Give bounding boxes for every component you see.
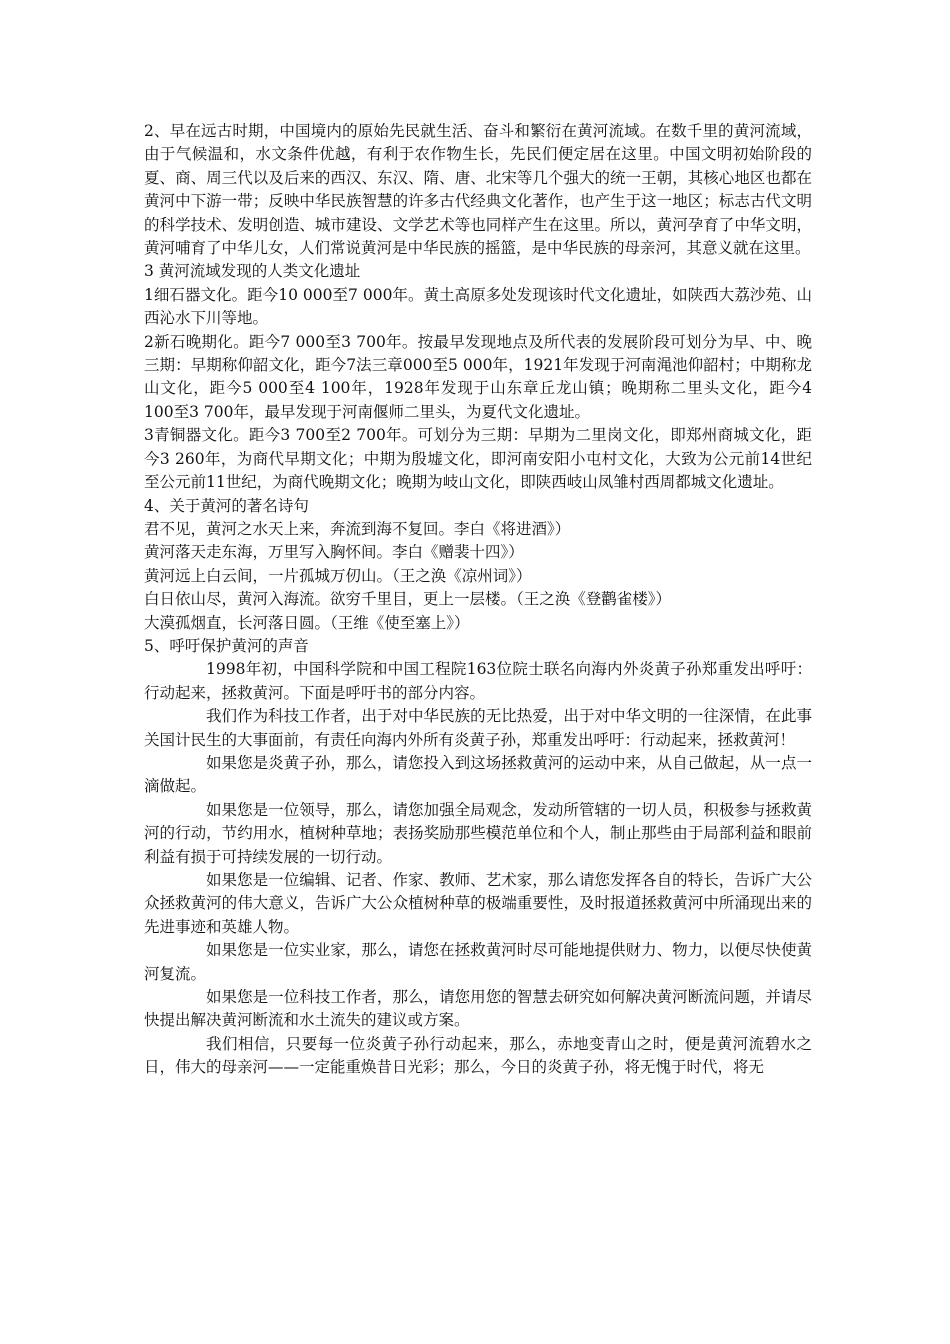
heading-section-5: 5、呼吁保护黄河的声音 bbox=[144, 636, 309, 655]
poem-line: 黄河落天走东海，万里写入胸怀间。李白《赠裴十四》） bbox=[144, 543, 524, 562]
paragraph-appeal: 我们作为科技工作者，出于对中华民族的无比热爱，出于对中华文明的一往深情，在此事关国计民生的大事面前，有责任向海内外所有炎黄子孙，郑重发出呼吁：行动起来，拯救黄河！ bbox=[144, 707, 812, 749]
heading-section-3: 3 黄河流域发现的人类文化遗址 bbox=[144, 262, 361, 281]
paragraph-appeal: 如果您是一位编辑、记者、作家、教师、艺术家，那么请您发挥各自的特长，告诉广大公众拯救黄河的伟大意义，告诉广大公众植树种草的极端重要性，及时报道拯救黄河中所涌现出来的先进事迹和英雄人物。 bbox=[144, 871, 812, 936]
paragraph-neolithic-culture: 2新石晚期化。距今7 000至3 700年。按最早发现地点及所代表的发展阶段可划分为早、中、晚三期：早期称仰韶文化，距今7法三章000至5 000年，1921年发现于河南渑池仰韶村；中期称龙山文化，距今5 000至4 100年，1928年发现于山东章丘龙山镇；晚期称二里头文化，距今4 100至3 700年，最早发现于河南偃师二里头，为夏代文化遗址。 bbox=[144, 332, 812, 421]
paragraph-microlithic-culture: 1细石器文化。距今10 000至7 000年。黄土高原多处发现该时代文化遗址，如陕西大荔沙苑、山西沁水下川等地。 bbox=[144, 285, 812, 328]
paragraph-appeal: 如果您是炎黄子孙，那么，请您投入到这场拯救黄河的运动中来，从自己做起，从一点一滴做起。 bbox=[144, 753, 812, 796]
poem-line: 大漠孤烟直，长河落日圆。（王维《使至塞上》） bbox=[144, 613, 470, 632]
document-body bbox=[144, 120, 812, 1080]
paragraph-section-2: 2、早在远古时期，中国境内的原始先民就生活、奋斗和繁衍在黄河流域。在数千里的黄河流域，由于气候温和，水文条件优越，有利于农作物生长，先民们便定居在这里。中国文明初始阶段的夏、商、周三代以及后来的西汉、东汉、隋、唐、北宋等几个强大的统一王朝，其核心地区也都在黄河中下游一带；反映中华民族智慧的许多古代经典文化著作，也产生于这一地区；标志古代文明的科学技术、发明创造、城市建设、文学艺术等也同样产生在这里。所以，黄河孕育了中华文明，黄河哺育了中华儿女，人们常说黄河是中华民族的摇篮，是中华民族的母亲河，其意义就在这里。 bbox=[144, 122, 812, 258]
poem-line: 白日依山尽，黄河入海流。欲穷千里目，更上一层楼。（王之涣《登鹳雀楼》） bbox=[144, 590, 672, 609]
poem-line: 黄河远上白云间，一片孤城万仞山。（王之涣《凉州词》） bbox=[144, 566, 532, 585]
paragraph-appeal: 如果您是一位领导，那么，请您加强全局观念，发动所管辖的一切人员，积极参与拯救黄河的行动，节约用水，植树种草地；表扬奖励那些模范单位和个人，制止那些由于局部利益和眼前利益有损于可持续发展的一切行动。 bbox=[144, 800, 812, 866]
paragraph-appeal-closing: 我们相信，只要每一位炎黄子孙行动起来，那么，赤地变青山之时，便是黄河流碧水之日，伟大的母亲河——一定能重焕昔日光彩；那么，今日的炎黄子孙，将无愧于时代，将无 bbox=[144, 1034, 812, 1077]
heading-section-4: 4、关于黄河的著名诗句 bbox=[144, 496, 309, 515]
paragraph-appeal: 如果您是一位实业家，那么，请您在拯救黄河时尽可能地提供财力、物力，以便尽快使黄河复流。 bbox=[144, 941, 812, 983]
paragraph-appeal: 如果您是一位科技工作者，那么，请您用您的智慧去研究如何解决黄河断流问题，并请尽快提出解决黄河断流和水土流失的建议或方案。 bbox=[144, 988, 812, 1030]
paragraph-bronze-culture: 3青铜器文化。距今3 700至2 700年。可划分为三期：早期为二里岗文化，即郑州商城文化，距今3 260年，为商代早期文化；中期为殷墟文化，即河南安阳小屯村文化，大致为公元前14世纪至公元前11世纪，为商代晚期文化；晚期为岐山文化，即陕西岐山凤雏村西周都城文化遗址。 bbox=[144, 426, 812, 492]
paragraph-appeal-intro: 1998年初，中国科学院和中国工程院163位院士联名向海内外炎黄子孙郑重发出呼吁：行动起来，拯救黄河。下面是呼吁书的部分内容。 bbox=[144, 660, 812, 702]
poem-line: 君不见，黄河之水天上来，奔流到海不复回。李白《将进酒》） bbox=[144, 519, 571, 538]
